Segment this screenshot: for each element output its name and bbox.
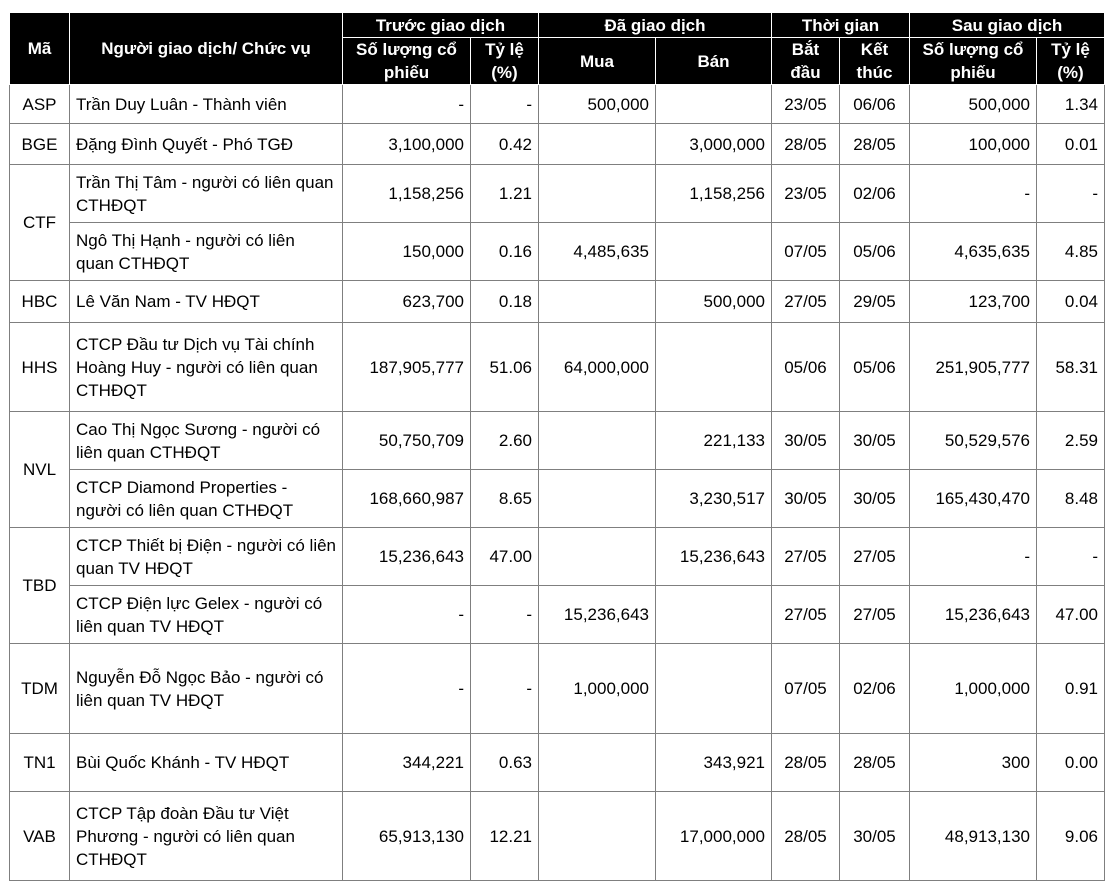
cell-before-qty: 15,236,643: [343, 528, 471, 586]
cell-start: 30/05: [772, 412, 840, 470]
cell-code: ASP: [10, 85, 70, 124]
cell-before-pct: -: [471, 586, 539, 644]
cell-buy: [539, 281, 656, 323]
cell-code: NVL: [10, 412, 70, 528]
cell-after-qty: 300: [910, 734, 1037, 792]
cell-end: 27/05: [840, 586, 910, 644]
cell-after-pct: 0.04: [1037, 281, 1105, 323]
table-row: [10, 734, 1105, 792]
cell-before-qty: 50,750,709: [343, 412, 471, 470]
cell-after-qty: 251,905,777: [910, 323, 1037, 412]
cell-before-pct: 1.21: [471, 165, 539, 223]
header-end: Kết thúc: [840, 38, 910, 85]
cell-buy: [539, 734, 656, 792]
cell-code: VAB: [10, 792, 70, 881]
cell-before-pct: 2.60: [471, 412, 539, 470]
cell-code: BGE: [10, 124, 70, 165]
cell-person: Nguyễn Đỗ Ngọc Bảo - người có liên quan TV HĐQT: [70, 644, 343, 734]
cell-start: 05/06: [772, 323, 840, 412]
cell-sell: 17,000,000: [656, 792, 772, 881]
cell-before-pct: 0.16: [471, 223, 539, 281]
cell-after-qty: 100,000: [910, 124, 1037, 165]
cell-person: CTCP Diamond Properties - người có liên quan CTHĐQT: [70, 470, 343, 528]
cell-before-qty: 3,100,000: [343, 124, 471, 165]
cell-end: 30/05: [840, 792, 910, 881]
cell-person: CTCP Điện lực Gelex - người có liên quan TV HĐQT: [70, 586, 343, 644]
header-time: Thời gian: [772, 13, 910, 38]
cell-after-pct: 1.34: [1037, 85, 1105, 124]
cell-buy: 15,236,643: [539, 586, 656, 644]
cell-after-qty: 4,635,635: [910, 223, 1037, 281]
cell-person: CTCP Tập đoàn Đầu tư Việt Phương - người có liên quan CTHĐQT: [70, 792, 343, 881]
cell-person: Bùi Quốc Khánh - TV HĐQT: [70, 734, 343, 792]
cell-after-qty: 123,700: [910, 281, 1037, 323]
cell-before-qty: -: [343, 85, 471, 124]
table-row: [10, 792, 1105, 881]
cell-after-qty: -: [910, 165, 1037, 223]
cell-end: 30/05: [840, 470, 910, 528]
header-after-qty: Số lượng cổ phiếu: [910, 38, 1037, 85]
cell-buy: [539, 412, 656, 470]
cell-end: 28/05: [840, 734, 910, 792]
table-row: [10, 223, 1105, 281]
header-before-qty: Số lượng cổ phiếu: [343, 38, 471, 85]
cell-after-qty: -: [910, 528, 1037, 586]
cell-sell: [656, 223, 772, 281]
cell-sell: 3,230,517: [656, 470, 772, 528]
cell-before-pct: 12.21: [471, 792, 539, 881]
cell-start: 28/05: [772, 734, 840, 792]
cell-sell: [656, 85, 772, 124]
cell-start: 27/05: [772, 586, 840, 644]
cell-code: TDM: [10, 644, 70, 734]
cell-before-pct: 51.06: [471, 323, 539, 412]
cell-buy: [539, 528, 656, 586]
table-row: [10, 281, 1105, 323]
cell-end: 28/05: [840, 124, 910, 165]
cell-start: 27/05: [772, 528, 840, 586]
cell-before-pct: 0.42: [471, 124, 539, 165]
cell-after-pct: -: [1037, 528, 1105, 586]
cell-before-pct: 8.65: [471, 470, 539, 528]
cell-person: CTCP Thiết bị Điện - người có liên quan TV HĐQT: [70, 528, 343, 586]
cell-start: 28/05: [772, 792, 840, 881]
cell-person: Cao Thị Ngọc Sương - người có liên quan CTHĐQT: [70, 412, 343, 470]
cell-after-pct: 0.01: [1037, 124, 1105, 165]
cell-before-qty: 623,700: [343, 281, 471, 323]
cell-buy: 64,000,000: [539, 323, 656, 412]
cell-after-qty: 15,236,643: [910, 586, 1037, 644]
header-sell: Bán: [656, 38, 772, 85]
cell-person: Đặng Đình Quyết - Phó TGĐ: [70, 124, 343, 165]
header-buy: Mua: [539, 38, 656, 85]
cell-after-pct: 0.91: [1037, 644, 1105, 734]
header-after: Sau giao dịch: [910, 13, 1105, 38]
cell-person: Trần Duy Luân - Thành viên: [70, 85, 343, 124]
cell-start: 07/05: [772, 223, 840, 281]
cell-end: 06/06: [840, 85, 910, 124]
cell-after-pct: 2.59: [1037, 412, 1105, 470]
cell-sell: 343,921: [656, 734, 772, 792]
cell-sell: 500,000: [656, 281, 772, 323]
header-before: Trước giao dịch: [343, 13, 539, 38]
cell-before-pct: -: [471, 85, 539, 124]
cell-after-qty: 50,529,576: [910, 412, 1037, 470]
cell-buy: 4,485,635: [539, 223, 656, 281]
cell-after-pct: 47.00: [1037, 586, 1105, 644]
cell-sell: [656, 323, 772, 412]
cell-before-pct: 47.00: [471, 528, 539, 586]
cell-start: 30/05: [772, 470, 840, 528]
table-row: [10, 528, 1105, 586]
cell-sell: 15,236,643: [656, 528, 772, 586]
cell-before-qty: 344,221: [343, 734, 471, 792]
cell-person: Lê Văn Nam - TV HĐQT: [70, 281, 343, 323]
cell-after-qty: 165,430,470: [910, 470, 1037, 528]
cell-before-pct: -: [471, 644, 539, 734]
cell-after-pct: 8.48: [1037, 470, 1105, 528]
cell-start: 23/05: [772, 85, 840, 124]
header-before-pct: Tỷ lệ (%): [471, 38, 539, 85]
cell-end: 02/06: [840, 165, 910, 223]
header-person: Người giao dịch/ Chức vụ: [70, 13, 343, 85]
header-start: Bắt đầu: [772, 38, 840, 85]
cell-code: CTF: [10, 165, 70, 281]
cell-before-qty: 150,000: [343, 223, 471, 281]
cell-after-pct: 9.06: [1037, 792, 1105, 881]
header-traded: Đã giao dịch: [539, 13, 772, 38]
cell-after-pct: 4.85: [1037, 223, 1105, 281]
cell-end: 29/05: [840, 281, 910, 323]
cell-code: HBC: [10, 281, 70, 323]
table-row: [10, 586, 1105, 644]
cell-buy: 500,000: [539, 85, 656, 124]
cell-start: 27/05: [772, 281, 840, 323]
cell-sell: 221,133: [656, 412, 772, 470]
cell-person: CTCP Đầu tư Dịch vụ Tài chính Hoàng Huy - người có liên quan CTHĐQT: [70, 323, 343, 412]
cell-buy: [539, 792, 656, 881]
cell-buy: [539, 165, 656, 223]
header-code: Mã: [10, 13, 70, 85]
cell-after-qty: 1,000,000: [910, 644, 1037, 734]
cell-person: Trần Thị Tâm - người có liên quan CTHĐQT: [70, 165, 343, 223]
table-row: [10, 165, 1105, 223]
cell-buy: [539, 470, 656, 528]
cell-code: TBD: [10, 528, 70, 644]
cell-end: 05/06: [840, 223, 910, 281]
cell-after-pct: -: [1037, 165, 1105, 223]
cell-start: 28/05: [772, 124, 840, 165]
cell-before-qty: -: [343, 586, 471, 644]
cell-after-qty: 48,913,130: [910, 792, 1037, 881]
table-row: [10, 470, 1105, 528]
cell-end: 05/06: [840, 323, 910, 412]
cell-after-pct: 0.00: [1037, 734, 1105, 792]
cell-before-qty: 168,660,987: [343, 470, 471, 528]
cell-buy: [539, 124, 656, 165]
cell-before-qty: -: [343, 644, 471, 734]
table-row: [10, 124, 1105, 165]
table-row: [10, 323, 1105, 412]
cell-end: 30/05: [840, 412, 910, 470]
table-row: [10, 412, 1105, 470]
cell-person: Ngô Thị Hạnh - người có liên quan CTHĐQT: [70, 223, 343, 281]
cell-code: TN1: [10, 734, 70, 792]
cell-sell: [656, 586, 772, 644]
cell-start: 23/05: [772, 165, 840, 223]
cell-after-qty: 500,000: [910, 85, 1037, 124]
cell-before-qty: 65,913,130: [343, 792, 471, 881]
cell-before-qty: 1,158,256: [343, 165, 471, 223]
cell-buy: 1,000,000: [539, 644, 656, 734]
cell-sell: 3,000,000: [656, 124, 772, 165]
cell-end: 27/05: [840, 528, 910, 586]
table-row: [10, 85, 1105, 124]
header-after-pct: Tỷ lệ (%): [1037, 38, 1105, 85]
insider-trading-table: [9, 12, 1105, 881]
cell-start: 07/05: [772, 644, 840, 734]
cell-before-pct: 0.63: [471, 734, 539, 792]
cell-code: HHS: [10, 323, 70, 412]
cell-before-pct: 0.18: [471, 281, 539, 323]
cell-after-pct: 58.31: [1037, 323, 1105, 412]
table-row: [10, 644, 1105, 734]
cell-end: 02/06: [840, 644, 910, 734]
cell-sell: 1,158,256: [656, 165, 772, 223]
cell-before-qty: 187,905,777: [343, 323, 471, 412]
cell-sell: [656, 644, 772, 734]
